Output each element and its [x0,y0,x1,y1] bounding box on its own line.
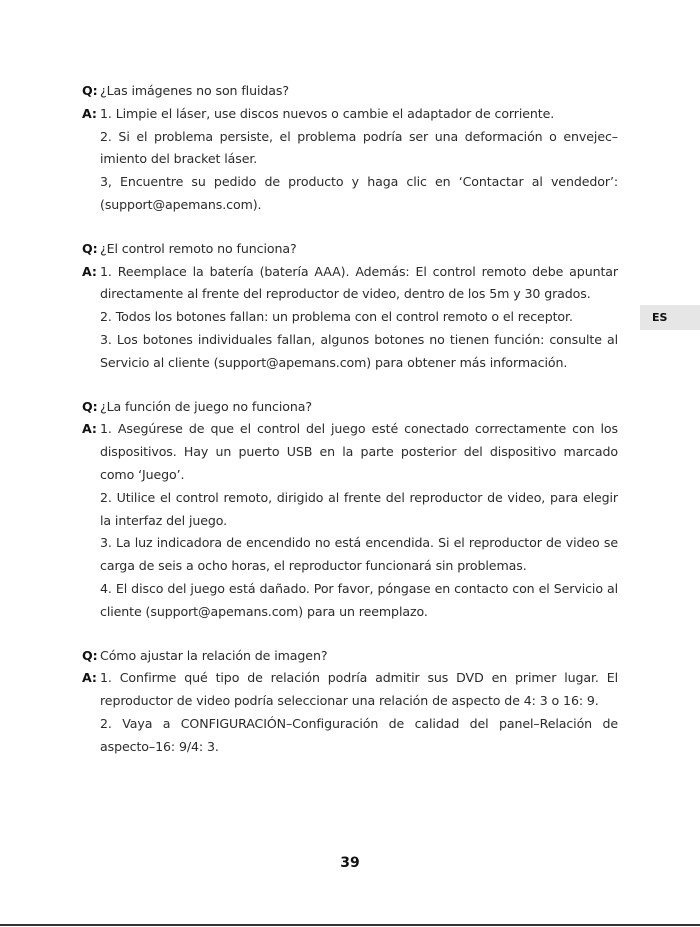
answer-item: 1. Asegúrese de que el control del juego esté conectado correctamente con los dispositivos. Hay un puerto USB en la parte posterior del dispositivo marcado como ‘Juego’. [100,421,618,482]
answer-item: 1. Confirme qué tipo de relación podría admitir sus DVD en primer lugar. El reproductor de video podría seleccionar una relación de aspecto de 4: 3 o 16: 9. [100,670,618,709]
question-label: Q: [82,398,98,414]
faq-item [82,238,618,375]
question-text: Cómo ajustar la relación de imagen? [100,647,328,663]
question-line [82,645,618,668]
bottom-divider [0,924,700,926]
answer-item: 2. Utilice el control remoto, dirigido al frente del reproductor de video, para elegir la interfaz del juego. [100,489,618,528]
question-line [82,80,618,103]
question-text: ¿El control remoto no funciona? [100,240,297,256]
question-line [82,396,618,419]
answer-item: 3, Encuentre su pedido de producto y haga clic en ‘Contactar al vendedor’: (support@apemans.com). [100,174,618,212]
question-label: Q: [82,83,98,98]
language-tab: ES [640,305,700,330]
answer-item: 1. Limpie el láser, use discos nuevos o cambie el adaptador de corriente. [100,105,555,121]
question-text: ¿Las imágenes no son fluidas? [100,83,289,98]
faq-list [82,80,618,780]
faq-item [82,80,618,217]
answer-item: 2. Todos los botones fallan: un problema con el control remoto o el receptor. [100,309,573,325]
answer-block [82,418,618,623]
question-label: Q: [82,647,98,663]
answer-item: 4. El disco del juego está dañado. Por favor, póngase en contacto con el Servicio al cliente (support@apemans.com) para un reemplazo. [100,580,618,619]
answer-label: A: [82,421,97,437]
question-label: Q: [82,240,98,256]
answer-block [82,667,618,758]
page-number: 39 [340,855,360,871]
answer-label: A: [82,263,97,279]
answer-item: 2. Vaya a CONFIGURACIÓN–Configuración de calidad del panel–Relación de aspecto–16: 9/4: 3. [100,715,618,754]
answer-block [82,261,618,375]
answer-item: 3. Los botones individuales fallan, algunos botones no tienen función: consulte al Servicio al cliente (support@apemans.com) para obtener más información. [100,331,618,370]
answer-label: A: [82,105,97,121]
answer-item: 3. La luz indicadora de encendido no está encendida. Si el reproductor de video se carga de seis a ocho horas, el reproductor funcionará sin problemas. [100,535,618,574]
answer-label: A: [82,670,97,686]
question-text: ¿La función de juego no funciona? [100,398,312,414]
answer-item: 2. Si el problema persiste, el problema podría ser una deformación o envejec–imiento del bracket láser. [100,128,618,167]
faq-item [82,396,618,624]
answer-item: 1. Reemplace la batería (batería AAA). Además: El control remoto debe apuntar directamente al frente del reproductor de video, dentro de los 5m y 30 grados. [100,263,618,302]
faq-item [82,645,618,759]
question-line [82,238,618,261]
answer-block [82,103,618,217]
